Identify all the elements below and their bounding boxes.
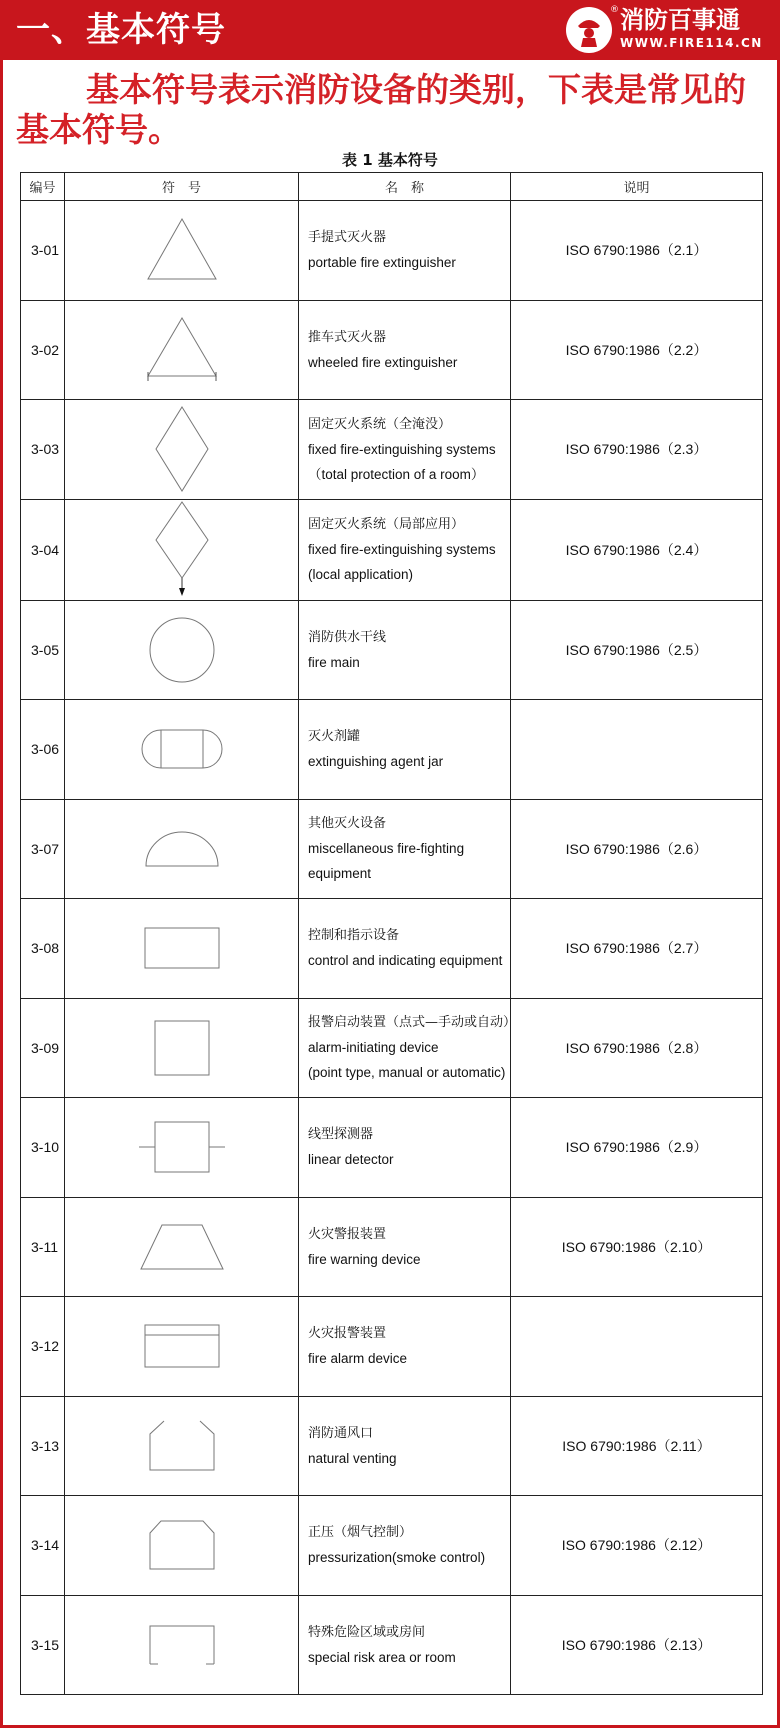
row-number: 3-01 — [21, 201, 65, 301]
table-row — [21, 1396, 763, 1496]
name-english: (point type, manual or automatic) — [308, 1065, 506, 1081]
venting-symbol-icon — [65, 1418, 298, 1474]
name-chinese: 特殊危险区域或房间 — [308, 1624, 426, 1640]
brand-url: WWW.FIRE114.CN — [620, 36, 763, 50]
name-chinese: 其他灭火设备 — [308, 816, 387, 832]
description-cell: ISO 6790:1986（2.4） — [511, 499, 763, 600]
symbol-cell — [65, 1595, 299, 1695]
header-desc: 说明 — [511, 173, 763, 201]
row-number: 3-13 — [21, 1396, 65, 1496]
symbol-cell — [65, 400, 299, 500]
name-cell — [299, 400, 511, 500]
table-row — [21, 1098, 763, 1198]
brand-logo — [566, 5, 766, 55]
header-symbol: 符 号 — [65, 173, 299, 201]
row-number: 3-14 — [21, 1496, 65, 1596]
name-cell — [299, 1595, 511, 1695]
description-cell: ISO 6790:1986（2.6） — [511, 799, 763, 899]
wheeled-triangle-symbol-icon — [65, 314, 298, 386]
name-chinese: 火灾警报装置 — [308, 1226, 387, 1242]
name-english: control and indicating equipment — [308, 953, 503, 969]
table-row — [21, 1197, 763, 1297]
trapezoid-symbol-icon — [65, 1219, 298, 1275]
row-number: 3-03 — [21, 400, 65, 500]
table-caption: 表 1 基本符号 — [342, 151, 438, 169]
name-english: extinguishing agent jar — [308, 754, 444, 770]
name-english: wheeled fire extinguisher — [308, 354, 458, 370]
name-english: (local application) — [308, 567, 414, 582]
diamond-symbol-icon — [65, 403, 298, 495]
name-chinese: 线型探测器 — [308, 1127, 374, 1143]
table-row — [21, 201, 763, 301]
symbol-cell — [65, 600, 299, 700]
name-english: fixed fire-extinguishing systems — [308, 441, 496, 457]
description-cell: ISO 6790:1986（2.11） — [511, 1396, 763, 1496]
pressurization-symbol-icon — [65, 1517, 298, 1573]
name-chinese: 推车式灭火器 — [308, 329, 387, 345]
table-row — [21, 499, 763, 600]
table-header-row — [21, 173, 763, 201]
description-cell: ISO 6790:1986（2.7） — [511, 899, 763, 999]
brand-name: 消防百事通 — [620, 6, 740, 34]
name-cell — [299, 600, 511, 700]
name-cell — [299, 899, 511, 999]
name-english: miscellaneous fire-fighting — [308, 841, 465, 857]
table-row — [21, 700, 763, 800]
name-english: alarm-initiating device — [308, 1040, 439, 1056]
description-cell: ISO 6790:1986（2.10） — [511, 1197, 763, 1297]
name-chinese: 灭火剂罐 — [308, 729, 361, 745]
table-row — [21, 600, 763, 700]
name-english: fixed fire-extinguishing systems — [308, 542, 496, 557]
table-row — [21, 1595, 763, 1695]
row-number: 3-02 — [21, 300, 65, 400]
symbol-cell — [65, 899, 299, 999]
table-row — [21, 899, 763, 999]
symbol-cell — [65, 998, 299, 1098]
section-title: 一、基本符号 — [16, 10, 226, 50]
name-chinese: 正压（烟气控制） — [308, 1525, 413, 1541]
rectangle-symbol-icon — [65, 922, 298, 974]
row-number: 3-15 — [21, 1595, 65, 1695]
name-english: fire alarm device — [308, 1351, 408, 1367]
table-row — [21, 998, 763, 1098]
table-row — [21, 799, 763, 899]
row-number: 3-08 — [21, 899, 65, 999]
description-cell — [511, 1297, 763, 1397]
name-cell — [299, 1496, 511, 1596]
name-cell — [299, 201, 511, 301]
name-cell — [299, 300, 511, 400]
name-chinese: 手提式灭火器 — [308, 230, 387, 246]
row-number: 3-12 — [21, 1297, 65, 1397]
table-row — [21, 1297, 763, 1397]
name-english: portable fire extinguisher — [308, 255, 456, 271]
circle-symbol-icon — [65, 613, 298, 687]
symbol-cell — [65, 1197, 299, 1297]
symbol-cell — [65, 799, 299, 899]
alarm-box-symbol-icon — [65, 1321, 298, 1371]
description-cell — [511, 700, 763, 800]
row-number: 3-06 — [21, 700, 65, 800]
name-chinese: 消防通风口 — [308, 1425, 374, 1441]
symbol-cell — [65, 201, 299, 301]
description-cell: ISO 6790:1986（2.1） — [511, 201, 763, 301]
square-symbol-icon — [65, 1015, 298, 1081]
description-cell: ISO 6790:1986（2.3） — [511, 400, 763, 500]
risk-area-symbol-icon — [65, 1620, 298, 1670]
name-cell — [299, 700, 511, 800]
table-row — [21, 400, 763, 500]
symbol-cell — [65, 1496, 299, 1596]
name-chinese: 报警启动装置（点式—手动或自动） — [308, 1015, 517, 1031]
name-chinese: 消防供水干线 — [308, 629, 387, 645]
description-cell: ISO 6790:1986（2.2） — [511, 300, 763, 400]
name-english: pressurization(smoke control) — [308, 1550, 486, 1566]
header-num: 编号 — [21, 173, 65, 201]
name-english: （total protection of a room） — [308, 466, 485, 482]
row-number: 3-09 — [21, 998, 65, 1098]
row-number: 3-10 — [21, 1098, 65, 1198]
row-number: 3-04 — [21, 499, 65, 600]
name-english: equipment — [308, 866, 372, 882]
name-english: special risk area or room — [308, 1649, 456, 1665]
symbol-cell — [65, 1098, 299, 1198]
name-chinese: 固定灭火系统（局部应用） — [308, 517, 465, 532]
name-chinese: 控制和指示设备 — [308, 928, 400, 944]
symbols-table — [20, 172, 763, 1695]
name-english: natural venting — [308, 1450, 397, 1466]
table-row — [21, 1496, 763, 1596]
name-cell — [299, 499, 511, 600]
name-cell — [299, 1098, 511, 1198]
row-number: 3-11 — [21, 1197, 65, 1297]
registered-mark: ® — [610, 5, 619, 15]
table-row — [21, 300, 763, 400]
row-number: 3-07 — [21, 799, 65, 899]
name-cell — [299, 1297, 511, 1397]
name-cell — [299, 998, 517, 1098]
firefighter-logo-icon — [566, 7, 612, 53]
triangle-symbol-icon — [65, 215, 298, 285]
symbol-cell — [65, 700, 299, 800]
name-chinese: 火灾报警装置 — [308, 1326, 387, 1342]
name-english: fire warning device — [308, 1251, 421, 1267]
header-bar — [0, 0, 780, 60]
linear-detector-symbol-icon — [65, 1117, 298, 1177]
symbol-cell — [65, 300, 299, 400]
diamond-arrow-symbol-icon — [65, 500, 298, 600]
name-chinese: 固定灭火系统（全淹没） — [308, 416, 452, 432]
description-cell: ISO 6790:1986（2.8） — [511, 998, 763, 1098]
name-cell — [299, 1197, 511, 1297]
row-number: 3-05 — [21, 600, 65, 700]
header-name: 名 称 — [299, 173, 511, 201]
intro-text: 基本符号表示消防设备的类别，下表是常见的基本符号。 — [16, 70, 746, 149]
symbol-cell — [65, 499, 299, 600]
jar-symbol-icon — [65, 724, 298, 774]
description-cell: ISO 6790:1986（2.12） — [511, 1496, 763, 1596]
symbol-cell — [65, 1396, 299, 1496]
name-cell — [299, 799, 511, 899]
name-cell — [299, 1396, 511, 1496]
semicircle-symbol-icon — [65, 826, 298, 872]
description-cell: ISO 6790:1986（2.13） — [511, 1595, 763, 1695]
name-english: linear detector — [308, 1152, 394, 1168]
description-cell: ISO 6790:1986（2.5） — [511, 600, 763, 700]
symbol-cell — [65, 1297, 299, 1397]
name-english: fire main — [308, 654, 360, 670]
description-cell: ISO 6790:1986（2.9） — [511, 1098, 763, 1198]
